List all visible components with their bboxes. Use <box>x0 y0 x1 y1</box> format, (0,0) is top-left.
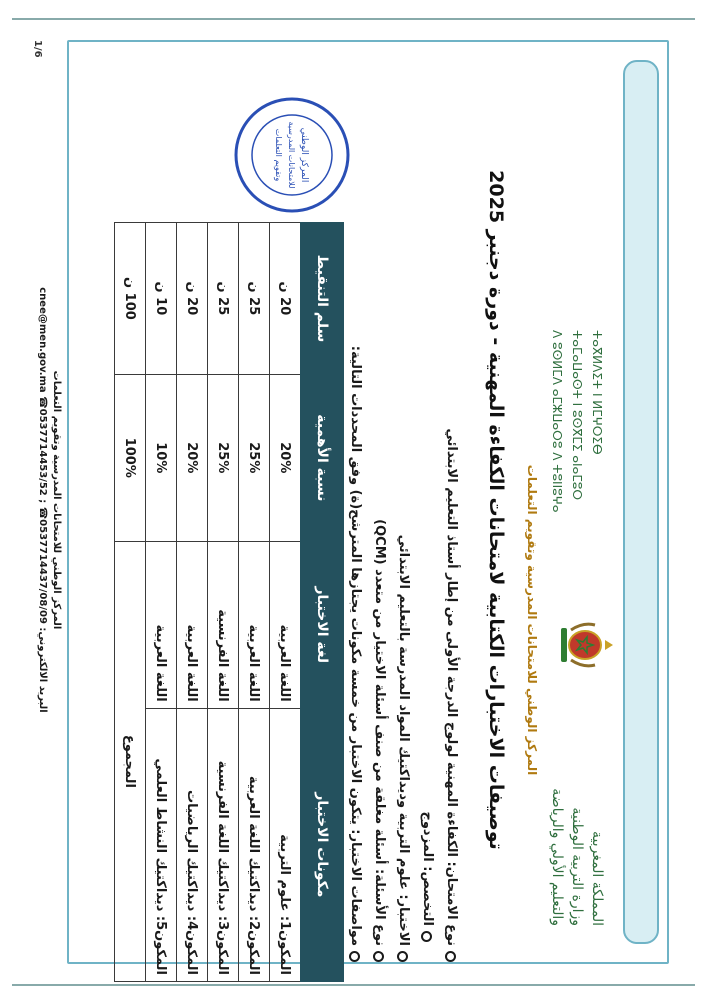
bullet-text: الاختبار: علوم التربية وديداكتيك المواد المدرسة بالتعليم الابتدائي <box>396 534 411 946</box>
header-arabic-line: وزارة التربية الوطنية <box>569 807 585 926</box>
bullet-exam-type <box>439 80 463 962</box>
cell-component: المكون3: ديداكتيك اللغة الفرنسية <box>208 708 239 981</box>
svg-text:للامتحانات المدرسية: للامتحانات المدرسية <box>287 121 296 189</box>
svg-text:المركز الوطني: المركز الوطني <box>299 127 309 183</box>
footer-contact: البريد الالكتروني: cnee@men.gov.ma ☎0537714453/52 ; ☎0537714437/08/09 <box>37 287 48 713</box>
cell-language: اللغة العربية <box>270 541 301 708</box>
cell-language: اللغة العربية <box>177 541 208 708</box>
bullet-text: نوع الأسئلة: أسئلة مغلقة من صنف أسئلة الاختيار من متعدد (QCM) <box>372 519 387 946</box>
footer-center-name: المركز الوطني للامتحانات المدرسية وتقويم التعلمات <box>51 370 62 630</box>
bullet-exam-subject <box>391 80 415 962</box>
header-tifinagh-line: ⵜⴰⵎⴰⵡⴰⵙⵜ ⵏ ⵓⵙⴳⵎⵉ ⴰⵏⴰⵎⵓⵔ <box>570 330 584 501</box>
header-language: لغة الاختبار <box>301 541 344 708</box>
header-components: مكونات الاختبار <box>301 708 344 981</box>
table-row <box>146 223 177 982</box>
bullet-question-type <box>367 80 391 962</box>
cell-component: المكون2: ديداكتيك اللغة العربية <box>239 708 270 981</box>
svg-text:وتقويم التعلمات: وتقويم التعلمات <box>274 128 283 182</box>
header-score: سلم التنقيط <box>301 223 344 375</box>
cell-score: 25 ن <box>208 223 239 375</box>
header-tifinagh-line: ⵜⴰⴳⵍⴷⵉⵜ ⵏ ⵍⵎⵖⵔⵉⴱ <box>590 330 604 455</box>
cell-score: 20 ن <box>177 223 208 375</box>
center-name: المركز الوطني للامتحانات المدرسية وتقويم التعلمات <box>525 464 539 776</box>
bullet-circle-icon <box>397 951 408 962</box>
table-row <box>270 223 301 982</box>
header-band <box>623 60 659 944</box>
header-weight: نسبة الأهمية <box>301 374 344 541</box>
cell-total-label: المجموع <box>115 541 146 981</box>
bullet-circle-icon <box>349 951 360 962</box>
cell-score: 25 ن <box>239 223 270 375</box>
page-number: 1/6 <box>32 40 43 58</box>
cell-weight: 25% <box>239 374 270 541</box>
bullet-text: مواصفات الاختبار: يتكون الاختبار من خمسة مكونات يجتازها المترشح(ة) وفق المحددات التالية: <box>348 345 363 946</box>
bullet-specialty <box>415 80 439 962</box>
exam-components-table <box>114 222 344 982</box>
bullet-circle-icon <box>445 951 456 962</box>
cell-weight: 20% <box>270 374 301 541</box>
cell-score: 20 ن <box>270 223 301 375</box>
table-header-row <box>301 223 344 982</box>
document-title: توصيفات الاختبارات الكتابية لامتحانات الكفاءة المهنية - دورة دجنبر 2025 <box>485 170 507 850</box>
coat-of-arms-icon <box>557 620 615 670</box>
table-row <box>177 223 208 982</box>
header-arabic-line: المملكة المغربية <box>589 830 605 926</box>
bullet-list <box>343 80 463 962</box>
table-row <box>239 223 270 982</box>
cell-language: اللغة العربية <box>146 541 177 708</box>
cell-weight: 20% <box>177 374 208 541</box>
cell-component: المكون1: علوم التربية <box>270 708 301 981</box>
header-tifinagh-line: ⴷ ⵓⵙⵍⵎⴷ ⴰⵎⵣⵡⴰⵔⵓ ⴷ ⵜⵓⵏⵏⵓⵖⴰ <box>550 330 564 513</box>
footer <box>35 40 63 960</box>
table-row <box>208 223 239 982</box>
cell-total-weight: 100% <box>115 374 146 541</box>
cell-language: اللغة العربية <box>239 541 270 708</box>
header-arabic <box>547 676 607 926</box>
header-tifinagh <box>547 330 607 590</box>
cell-weight: 10% <box>146 374 177 541</box>
cell-score: 10 ن <box>146 223 177 375</box>
official-stamp-icon <box>232 95 352 215</box>
cell-component: المكون5: ديداكتيك النشاط العلمي <box>146 708 177 981</box>
cell-language: اللغة الفرنسية <box>208 541 239 708</box>
cell-component: المكون4: ديداكتيك الرياضيات <box>177 708 208 981</box>
bullet-text: التخصص: المزدوج <box>420 811 435 926</box>
header-arabic-line: والتعليم الأولي والرياضة <box>549 788 565 926</box>
cell-weight: 25% <box>208 374 239 541</box>
cell-total-score: 100 ن <box>115 223 146 375</box>
bullet-circle-icon <box>421 931 432 942</box>
bullet-text: نوع الامتحان: الكفاءة المهنية لولوج الدرجة الأولى من إطار أستاذ التعليم الابتدائي <box>444 428 459 946</box>
table-total-row <box>115 223 146 982</box>
bullet-circle-icon <box>373 951 384 962</box>
